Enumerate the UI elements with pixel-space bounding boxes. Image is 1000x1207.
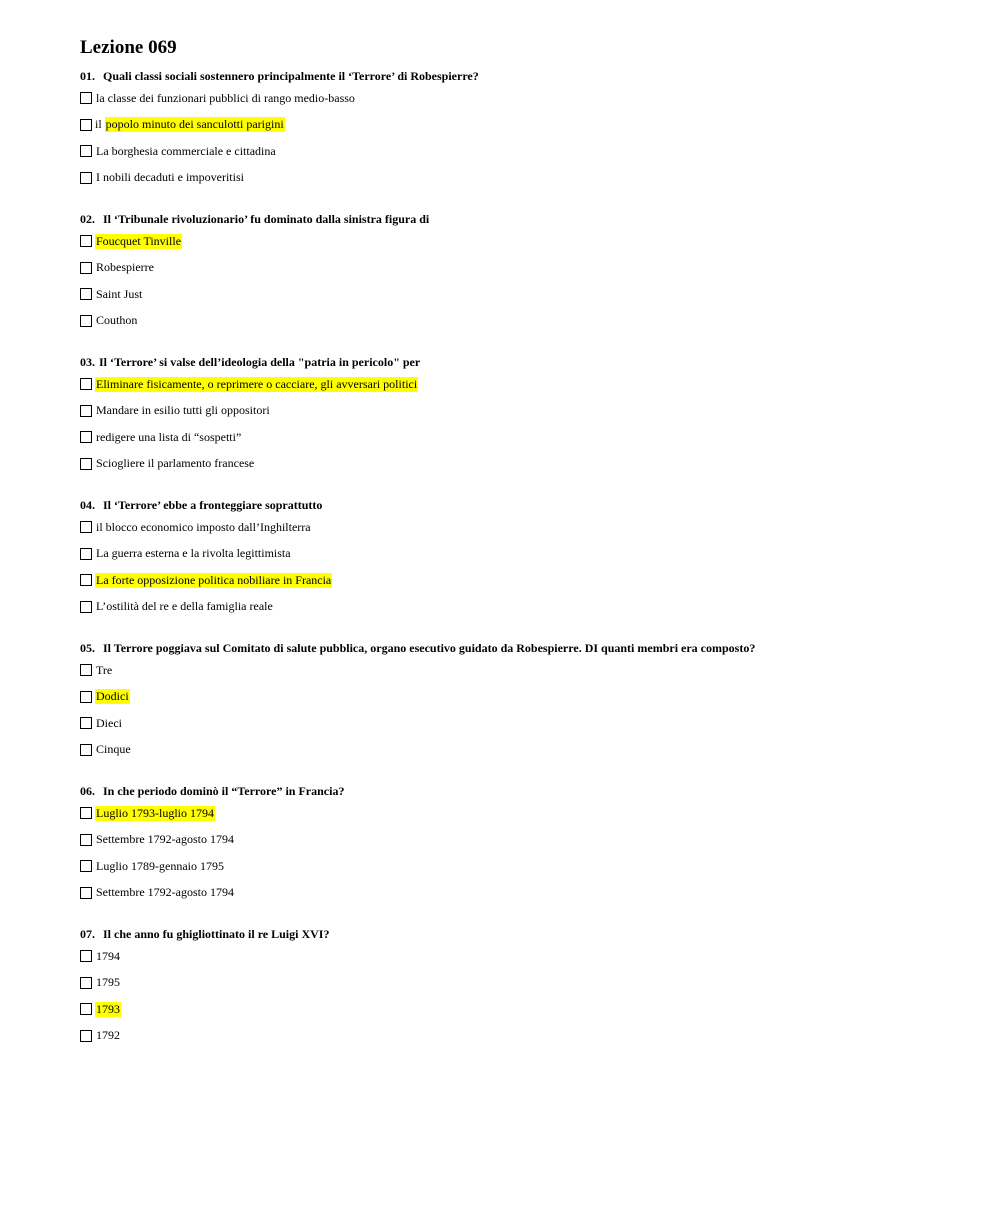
checkbox[interactable] — [80, 119, 92, 131]
checkbox[interactable] — [80, 977, 92, 989]
checkbox[interactable] — [80, 834, 92, 846]
answer-option[interactable] — [80, 138, 960, 165]
question-prompt: Il ‘Terrore’ si valse dell’ideologia della "patria in pericolo" per — [99, 355, 421, 369]
checkbox[interactable] — [80, 405, 92, 417]
answer-option[interactable] — [80, 424, 960, 451]
highlighted-answer: Dodici — [96, 689, 129, 704]
answer-option[interactable] — [80, 514, 960, 541]
answer-option[interactable] — [80, 880, 960, 907]
checkbox[interactable] — [80, 887, 92, 899]
answer-option[interactable] — [80, 996, 960, 1023]
highlighted-answer: Luglio 1793-luglio 1794 — [96, 805, 214, 820]
question-block — [80, 353, 960, 477]
answer-option[interactable] — [80, 165, 960, 192]
answer-option[interactable] — [80, 85, 960, 112]
option-label: Luglio 1789-gennaio 1795 — [96, 858, 224, 873]
answer-option[interactable] — [80, 308, 960, 335]
answer-option[interactable] — [80, 228, 960, 255]
question-prompt: Quali classi sociali sostennero principalmente il ‘Terrore’ di Robespierre? — [103, 69, 479, 83]
question-prompt: In che periodo dominò il “Terrore” in Francia? — [103, 784, 345, 798]
answer-option[interactable] — [80, 398, 960, 425]
option-prefix: il — [95, 117, 105, 132]
checkbox[interactable] — [80, 664, 92, 676]
checkbox[interactable] — [80, 1030, 92, 1042]
question-block — [80, 67, 960, 191]
answer-option[interactable] — [80, 281, 960, 308]
highlighted-answer: popolo minuto dei sanculotti parigini — [105, 117, 284, 132]
option-label: la classe dei funzionari pubblici di rango medio-basso — [96, 90, 355, 105]
checkbox[interactable] — [80, 288, 92, 300]
answer-option[interactable] — [80, 827, 960, 854]
checkbox[interactable] — [80, 262, 92, 274]
option-label: 1795 — [96, 975, 120, 990]
question-text — [80, 67, 960, 85]
question-text — [80, 496, 960, 514]
question-block — [80, 496, 960, 620]
option-label: Mandare in esilio tutti gli oppositori — [96, 403, 270, 418]
question-prompt: Il ‘Terrore’ ebbe a fronteggiare soprattutto — [103, 498, 323, 512]
checkbox[interactable] — [80, 235, 92, 247]
question-text — [80, 925, 960, 943]
question-text — [80, 782, 960, 800]
checkbox[interactable] — [80, 574, 92, 586]
question-block — [80, 639, 960, 763]
question-text — [80, 639, 960, 657]
checkbox[interactable] — [80, 548, 92, 560]
option-label: I nobili decaduti e impoveritisi — [96, 170, 244, 185]
checkbox[interactable] — [80, 744, 92, 756]
checkbox[interactable] — [80, 521, 92, 533]
option-label: il blocco economico imposto dall’Inghilterra — [96, 519, 311, 534]
answer-option[interactable] — [80, 737, 960, 764]
checkbox[interactable] — [80, 807, 92, 819]
option-label: 1794 — [96, 948, 120, 963]
question-number: 07. — [80, 927, 95, 941]
question-text — [80, 210, 960, 228]
option-label: Saint Just — [96, 286, 143, 301]
answer-option[interactable] — [80, 684, 960, 711]
question-number: 05. — [80, 641, 95, 655]
question-text — [80, 353, 960, 371]
answer-option[interactable] — [80, 112, 960, 139]
question-block — [80, 210, 960, 334]
option-label: Sciogliere il parlamento francese — [96, 456, 255, 471]
answer-option[interactable] — [80, 541, 960, 568]
option-label: L’ostilità del re e della famiglia reale — [96, 599, 273, 614]
question-prompt: Il ‘Tribunale rivoluzionario’ fu dominato dalla sinistra figura di — [103, 212, 430, 226]
question-block — [80, 782, 960, 906]
answer-option[interactable] — [80, 594, 960, 621]
question-number: 04. — [80, 498, 95, 512]
checkbox[interactable] — [80, 145, 92, 157]
option-label: Settembre 1792-agosto 1794 — [96, 885, 234, 900]
checkbox[interactable] — [80, 691, 92, 703]
answer-option[interactable] — [80, 853, 960, 880]
checkbox[interactable] — [80, 950, 92, 962]
answer-option[interactable] — [80, 1023, 960, 1050]
checkbox[interactable] — [80, 431, 92, 443]
checkbox[interactable] — [80, 860, 92, 872]
checkbox[interactable] — [80, 601, 92, 613]
page-title: Lezione 069 — [80, 37, 177, 58]
question-prompt: Il Terrore poggiava sul Comitato di salute pubblica, organo esecutivo guidato da Robespierre. DI quanti membri era composto? — [103, 641, 756, 655]
question-number: 02. — [80, 212, 95, 226]
answer-option[interactable] — [80, 567, 960, 594]
option-label: La guerra esterna e la rivolta legittimista — [96, 546, 291, 561]
option-label: Tre — [96, 662, 113, 677]
highlighted-answer: La forte opposizione politica nobiliare in Francia — [96, 572, 332, 587]
answer-option[interactable] — [80, 255, 960, 282]
question-list — [80, 67, 960, 1049]
checkbox[interactable] — [80, 315, 92, 327]
answer-option[interactable] — [80, 970, 960, 997]
checkbox[interactable] — [80, 172, 92, 184]
option-label: Cinque — [96, 742, 131, 757]
answer-option[interactable] — [80, 943, 960, 970]
highlighted-answer: Eliminare fisicamente, o reprimere o cacciare, gli avversari politici — [96, 376, 418, 391]
option-label: Settembre 1792-agosto 1794 — [96, 832, 234, 847]
option-label: 1792 — [96, 1028, 120, 1043]
option-label: Couthon — [96, 313, 138, 328]
question-number: 03. — [80, 355, 95, 369]
option-label: La borghesia commerciale e cittadina — [96, 143, 276, 158]
checkbox[interactable] — [80, 92, 92, 104]
highlighted-answer: 1793 — [96, 1001, 120, 1016]
question-number: 06. — [80, 784, 95, 798]
answer-option[interactable] — [80, 657, 960, 684]
question-number: 01. — [80, 69, 95, 83]
answer-option[interactable] — [80, 451, 960, 478]
checkbox[interactable] — [80, 717, 92, 729]
checkbox[interactable] — [80, 458, 92, 470]
option-label: Dieci — [96, 715, 122, 730]
question-prompt: Il che anno fu ghigliottinato il re Luigi XVI? — [103, 927, 330, 941]
option-label: Robespierre — [96, 260, 154, 275]
answer-option[interactable] — [80, 371, 960, 398]
quiz-page — [80, 36, 960, 1049]
checkbox[interactable] — [80, 378, 92, 390]
highlighted-answer: Foucquet Tinville — [96, 233, 182, 248]
option-label: redigere una lista di “sospetti” — [96, 429, 242, 444]
checkbox[interactable] — [80, 1003, 92, 1015]
answer-option[interactable] — [80, 800, 960, 827]
answer-option[interactable] — [80, 710, 960, 737]
question-block — [80, 925, 960, 1049]
